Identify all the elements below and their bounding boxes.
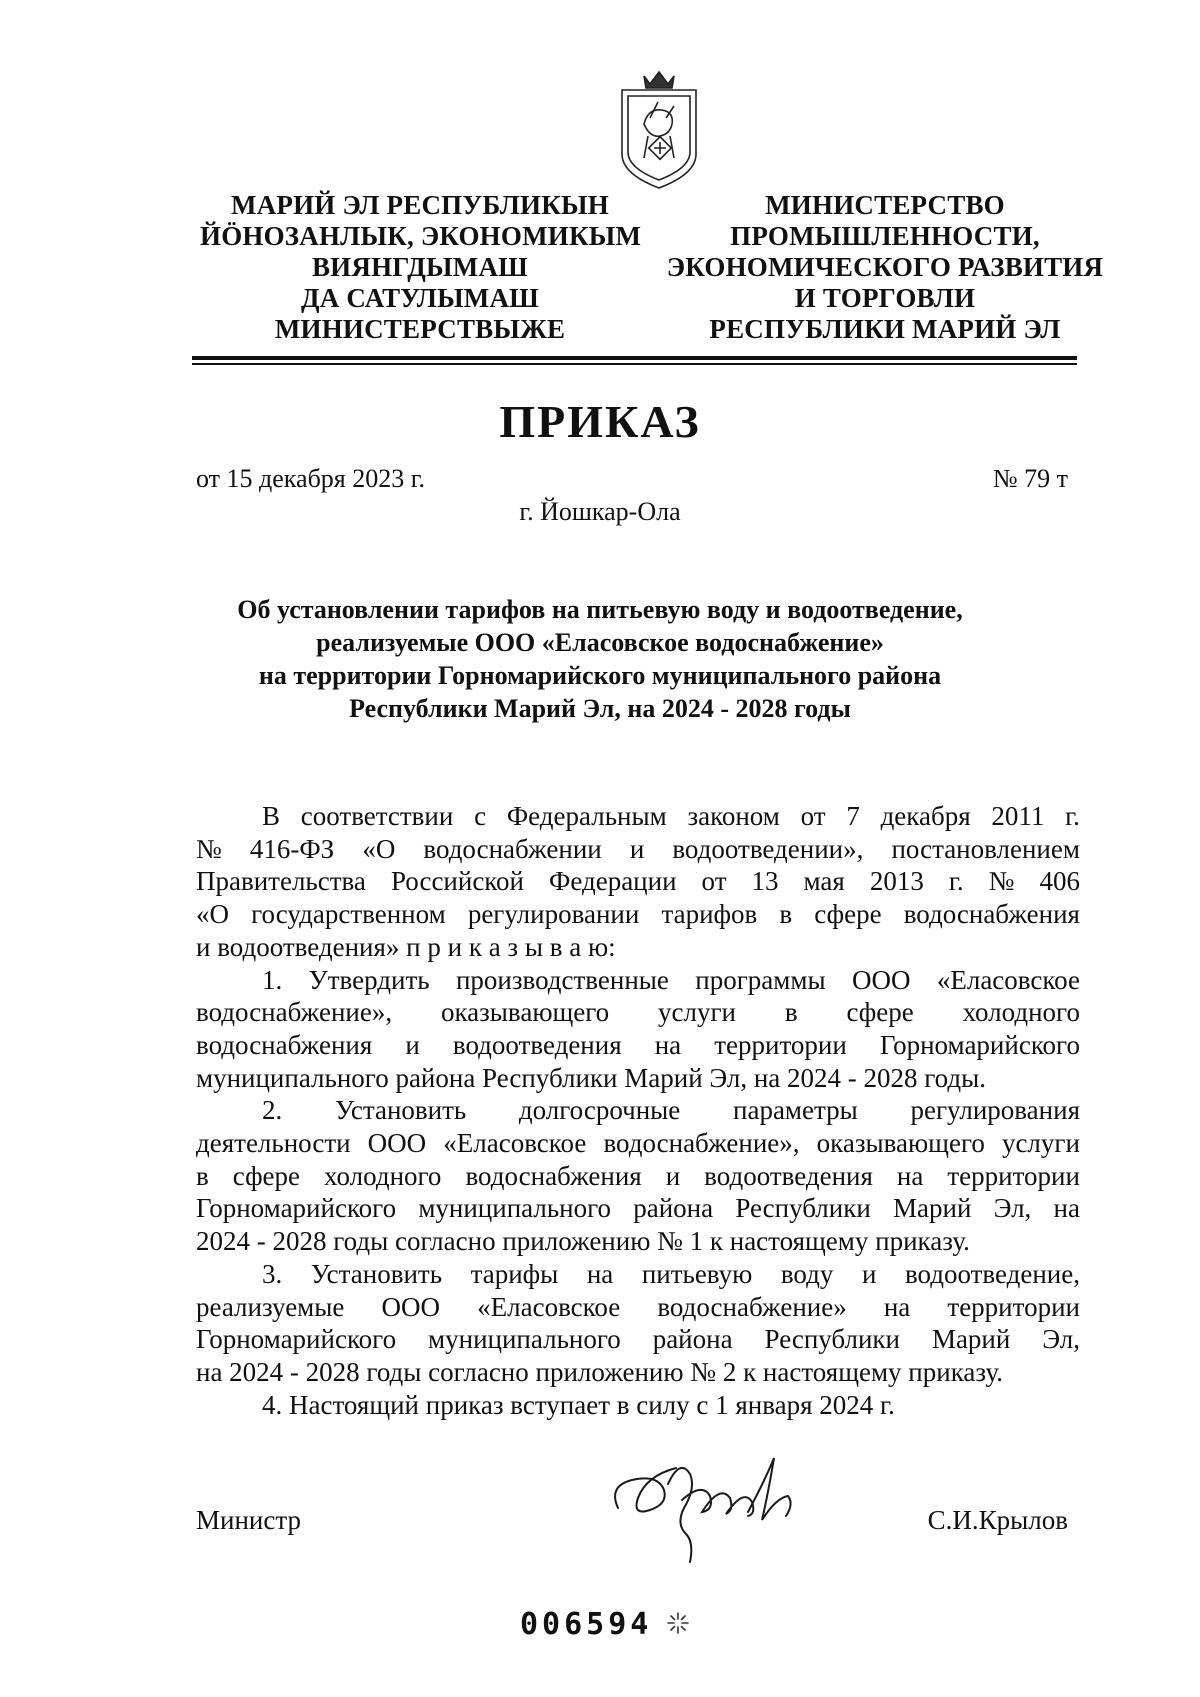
body-line: Правительства Российской Федерации от 13 мая 2013 г. № 406: [196, 866, 1080, 897]
signatory-name: С.И.Крылов: [927, 1505, 1068, 1535]
coat-of-arms-emblem: [614, 62, 704, 192]
header-divider-thick: [192, 356, 1077, 360]
body-line: Горномарийского муниципального района Республики Марий Эл, на: [196, 1193, 1080, 1224]
subject-line: реализуемые ООО «Еласовское водоснабжение»: [316, 628, 884, 657]
body-line: 2. Установить долгосрочные параметры регулирования: [262, 1095, 1080, 1126]
header-left-line: МАРИЙ ЭЛ РЕСПУБЛИКЫН: [231, 190, 609, 220]
body-line: и водоотведения» п р и к а з ы в а ю:: [196, 931, 616, 962]
body-line: В соответствии с Федеральным законом от 7 декабря 2011 г.: [262, 801, 1080, 831]
document-number: № 79 т: [992, 464, 1068, 493]
subject-line: Об установлении тарифов на питьевую воду и водоотведение,: [237, 595, 963, 624]
body-line: «О государственном регулировании тарифов в сфере водоснабжения: [196, 899, 1080, 930]
body-line: на 2024 - 2028 годы согласно приложению № 2 к настоящему приказу.: [196, 1356, 1004, 1387]
body-line: 4. Настоящий приказ вступает в силу с 1 января 2024 г.: [262, 1389, 895, 1420]
handwritten-signature: [598, 1438, 828, 1568]
header-right-line: ЭКОНОМИЧЕСКОГО РАЗВИТИЯ: [666, 252, 1104, 282]
document-body: [196, 800, 1080, 1421]
body-line: № 416-ФЗ «О водоснабжении и водоотведении», постановлением: [196, 833, 1080, 864]
header-left-line: ВИЯНГДЫМАШ: [311, 252, 529, 282]
body-line: водоснабжения и водоотведения на территории Горномарийского: [196, 1029, 1080, 1060]
document-subject: [150, 593, 1050, 725]
document-title: ПРИКАЗ: [499, 396, 701, 447]
body-line: деятельности ООО «Еласовское водоснабжение», оказывающего услуги: [196, 1128, 1080, 1159]
body-line: реализуемые ООО «Еласовское водоснабжение» на территории: [196, 1291, 1080, 1322]
subject-line: на территории Горномарийского муниципального района: [258, 661, 942, 690]
body-line: водоснабжение», оказывающего услуги в сфере холодного: [196, 997, 1080, 1028]
header-right-line: РЕСПУБЛИКИ МАРИЙ ЭЛ: [709, 314, 1061, 344]
stamp-mark-icon: [665, 1610, 691, 1636]
body-line: 1. Утвердить производственные программы ООО «Еласовское: [262, 964, 1080, 995]
body-line: 2024 - 2028 годы согласно приложению № 1 к настоящему приказу.: [196, 1226, 970, 1257]
header-right-line: И ТОРГОВЛИ: [794, 283, 976, 313]
body-line: муниципального района Республики Марий Эл, на 2024 - 2028 годы.: [196, 1062, 987, 1093]
body-line: в сфере холодного водоснабжения и водоотведения на территории: [196, 1160, 1080, 1191]
body-line: Горномарийского муниципального района Республики Марий Эл,: [196, 1324, 1080, 1355]
header-right-line: ПРОМЫШЛЕННОСТИ,: [730, 221, 1040, 251]
document-serial-number: 006594: [520, 1607, 653, 1642]
body-line: 3. Установить тарифы на питьевую воду и водоотведение,: [262, 1258, 1080, 1289]
signatory-role: Министр: [196, 1505, 301, 1535]
header-ministry-mari: [200, 190, 640, 345]
header-left-line: МИНИСТЕРСТВЫЖЕ: [274, 314, 566, 344]
header-divider-thin: [192, 363, 1077, 365]
header-ministry-russian: [665, 190, 1105, 345]
header-right-line: МИНИСТЕРСТВО: [765, 190, 1005, 220]
subject-line: Республики Марий Эл, на 2024 - 2028 годы: [349, 694, 851, 723]
header-left-line: ДА САТУЛЫМАШ: [300, 283, 540, 313]
document-date: от 15 декабря 2023 г.: [196, 464, 425, 493]
document-city: г. Йошкар-Ола: [519, 497, 681, 526]
header-left-line: ЙӦНОЗАНЛЫК, ЭКОНОМИКЫМ: [200, 221, 642, 251]
